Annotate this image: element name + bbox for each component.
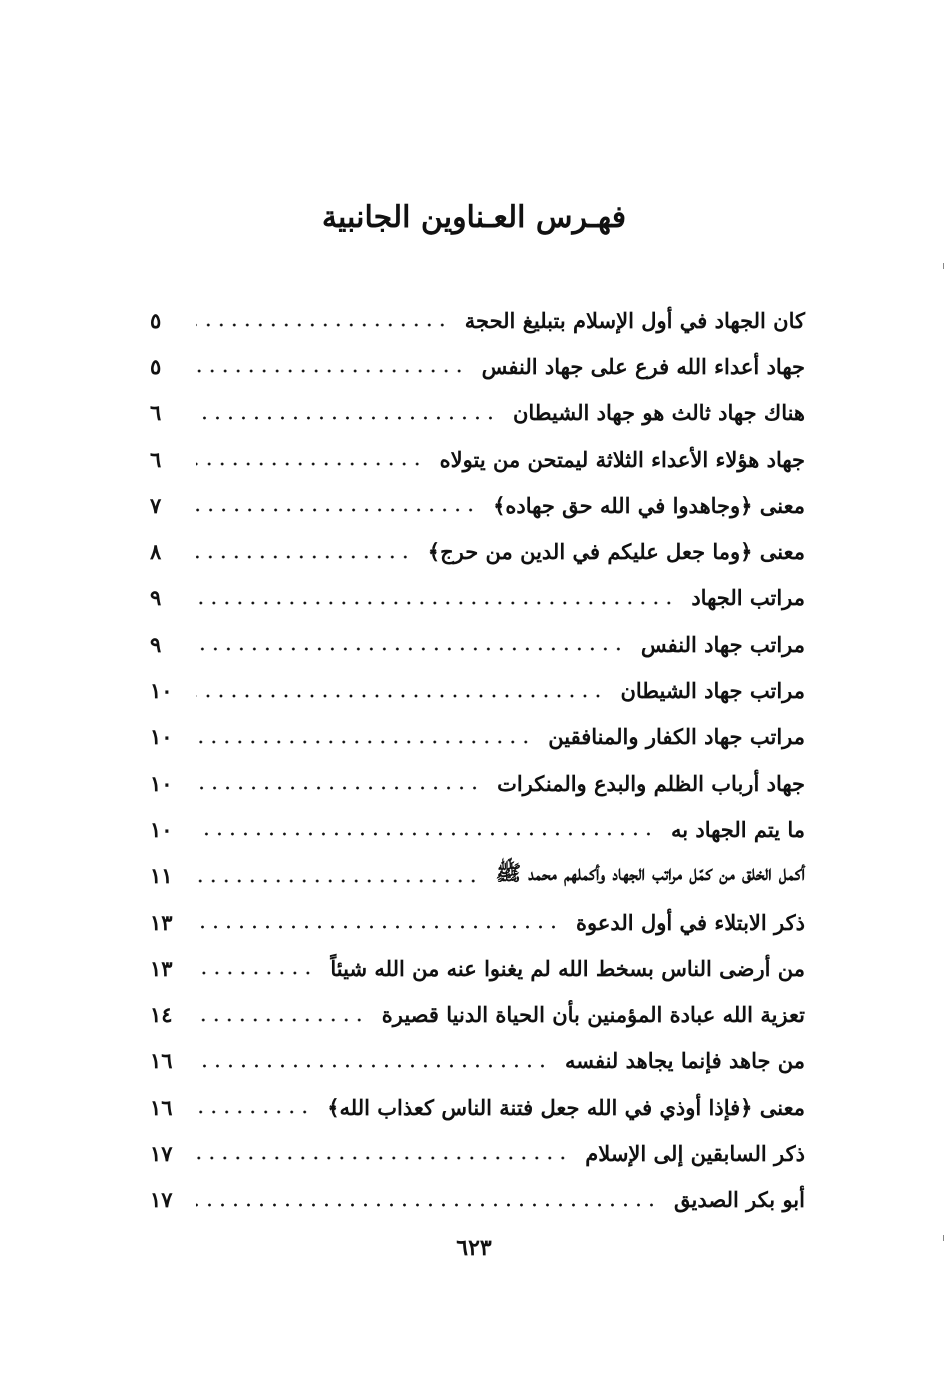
toc-entry	[150, 1084, 805, 1130]
toc-entry-page-number: ٩	[150, 585, 162, 611]
dot-leader	[196, 786, 481, 790]
dot-leader	[196, 369, 466, 373]
dot-leader	[196, 1064, 549, 1068]
toc-entry-title: ذكر السابقين إلى الإسلام	[585, 1140, 805, 1166]
toc-entry-page-number: ١٧	[150, 1140, 173, 1166]
toc-entry-title: أكمل الخلق من كمّل مراتب الجهاد وأكملهم محمد ﷺ	[495, 860, 805, 886]
toc-entry	[150, 1130, 805, 1176]
dot-leader	[196, 832, 655, 836]
toc-entry-title: تعزية الله عبادة المؤمنين بأن الحياة الدنيا قصيرة	[381, 1002, 805, 1028]
toc-entry-page-number: ٨	[150, 539, 162, 565]
dot-leader	[196, 508, 477, 512]
toc-entry	[150, 528, 805, 574]
toc-entry-title: جهاد هؤلاء الأعداء الثلاثة ليمتحن من يتولاه	[439, 446, 805, 472]
page-title: فهـرس العـناوين الجانبية	[321, 200, 627, 235]
toc-entry	[150, 436, 805, 482]
toc-entry	[150, 621, 805, 667]
toc-entry-title: مراتب جهاد الشيطان	[620, 678, 805, 704]
toc-entry-page-number: ٥	[150, 307, 162, 333]
toc-entry-page-number: ١٠	[150, 770, 173, 796]
toc-entry-page-number: ١٣	[150, 955, 173, 981]
toc-entry	[150, 667, 805, 713]
toc-entry-page-number: ١٧	[150, 1187, 173, 1213]
dot-leader	[196, 462, 424, 466]
dot-leader	[196, 1156, 569, 1160]
toc-entry	[150, 482, 805, 528]
dot-leader	[196, 555, 412, 559]
page-number: ٦٢٣	[456, 1235, 492, 1261]
toc-entry	[150, 297, 805, 343]
dot-leader	[196, 971, 314, 975]
dot-leader	[196, 1018, 366, 1022]
toc-entry-page-number: ٦	[150, 400, 162, 426]
toc-entry-page-number: ١٦	[150, 1094, 173, 1120]
toc-entry-title: معنى ﴿فإذا أوذي في الله جعل فتنة الناس كعذاب الله﴾	[327, 1094, 805, 1120]
dot-leader	[196, 879, 480, 883]
toc-entry-page-number: ١١	[150, 863, 173, 889]
toc-entry-title: معنى ﴿وجاهدوا في الله حق جهاده﴾	[493, 492, 805, 518]
toc-entry	[150, 806, 805, 852]
toc-entry-page-number: ٩	[150, 631, 162, 657]
toc-entry-title: هناك جهاد ثالث هو جهاد الشيطان	[512, 400, 805, 426]
toc-entry-title: مراتب جهاد النفس	[640, 631, 805, 657]
toc-entry	[150, 1177, 805, 1223]
toc-entry-title: أبو بكر الصديق	[673, 1187, 805, 1213]
toc-entry-page-number: ١٠	[150, 724, 173, 750]
toc-entry-page-number: ٥	[150, 353, 162, 379]
scan-edge-mark	[943, 1235, 944, 1241]
scan-edge-mark	[943, 263, 944, 269]
toc-entry-page-number: ٧	[150, 492, 162, 518]
toc-entry-title: معنى ﴿وما جعل عليكم في الدين من حرج﴾	[427, 539, 805, 565]
toc-entry-title: ما يتم الجهاد به	[670, 816, 805, 842]
toc-entry-title: جهاد أرباب الظلم والبدع والمنكرات	[497, 770, 805, 796]
toc-entry	[150, 1038, 805, 1084]
dot-leader	[196, 1110, 311, 1114]
toc-entry	[150, 991, 805, 1037]
dot-leader	[196, 740, 532, 744]
toc-entry	[150, 575, 805, 621]
dot-leader	[196, 925, 560, 929]
dot-leader	[196, 601, 675, 605]
dot-leader	[196, 416, 497, 420]
toc-entry	[150, 343, 805, 389]
toc-entry-title: من أرضى الناس بسخط الله لم يغنوا عنه من الله شيئاً	[330, 955, 805, 981]
dot-leader	[196, 323, 449, 327]
toc-entry-page-number: ١٠	[150, 816, 173, 842]
toc-entry-title: ذكر الابتلاء في أول الدعوة	[576, 909, 805, 935]
toc-entry-title: مراتب الجهاد	[691, 585, 805, 611]
toc-entry-page-number: ٦	[150, 446, 162, 472]
toc-entry	[150, 945, 805, 991]
toc-entry	[150, 714, 805, 760]
dot-leader	[196, 1203, 658, 1207]
dot-leader	[196, 694, 604, 698]
toc-entry-title: جهاد أعداء الله فرع على جهاد النفس	[481, 353, 805, 379]
toc-entry-page-number: ١٣	[150, 909, 173, 935]
toc-entry-title: كان الجهاد في أول الإسلام بتبليغ الحجة	[464, 307, 805, 333]
toc-entry-title: من جاهد فإنما يجاهد لنفسه	[564, 1048, 805, 1074]
toc-entry-page-number: ١٤	[150, 1002, 173, 1028]
dot-leader	[196, 647, 625, 651]
toc-entry	[150, 853, 805, 899]
toc-entry-page-number: ١٦	[150, 1048, 173, 1074]
table-of-contents	[150, 297, 805, 1223]
toc-entry	[150, 390, 805, 436]
toc-entry	[150, 899, 805, 945]
toc-entry	[150, 760, 805, 806]
toc-entry-title: مراتب جهاد الكفار والمنافقين	[548, 724, 805, 750]
toc-entry-page-number: ١٠	[150, 678, 173, 704]
